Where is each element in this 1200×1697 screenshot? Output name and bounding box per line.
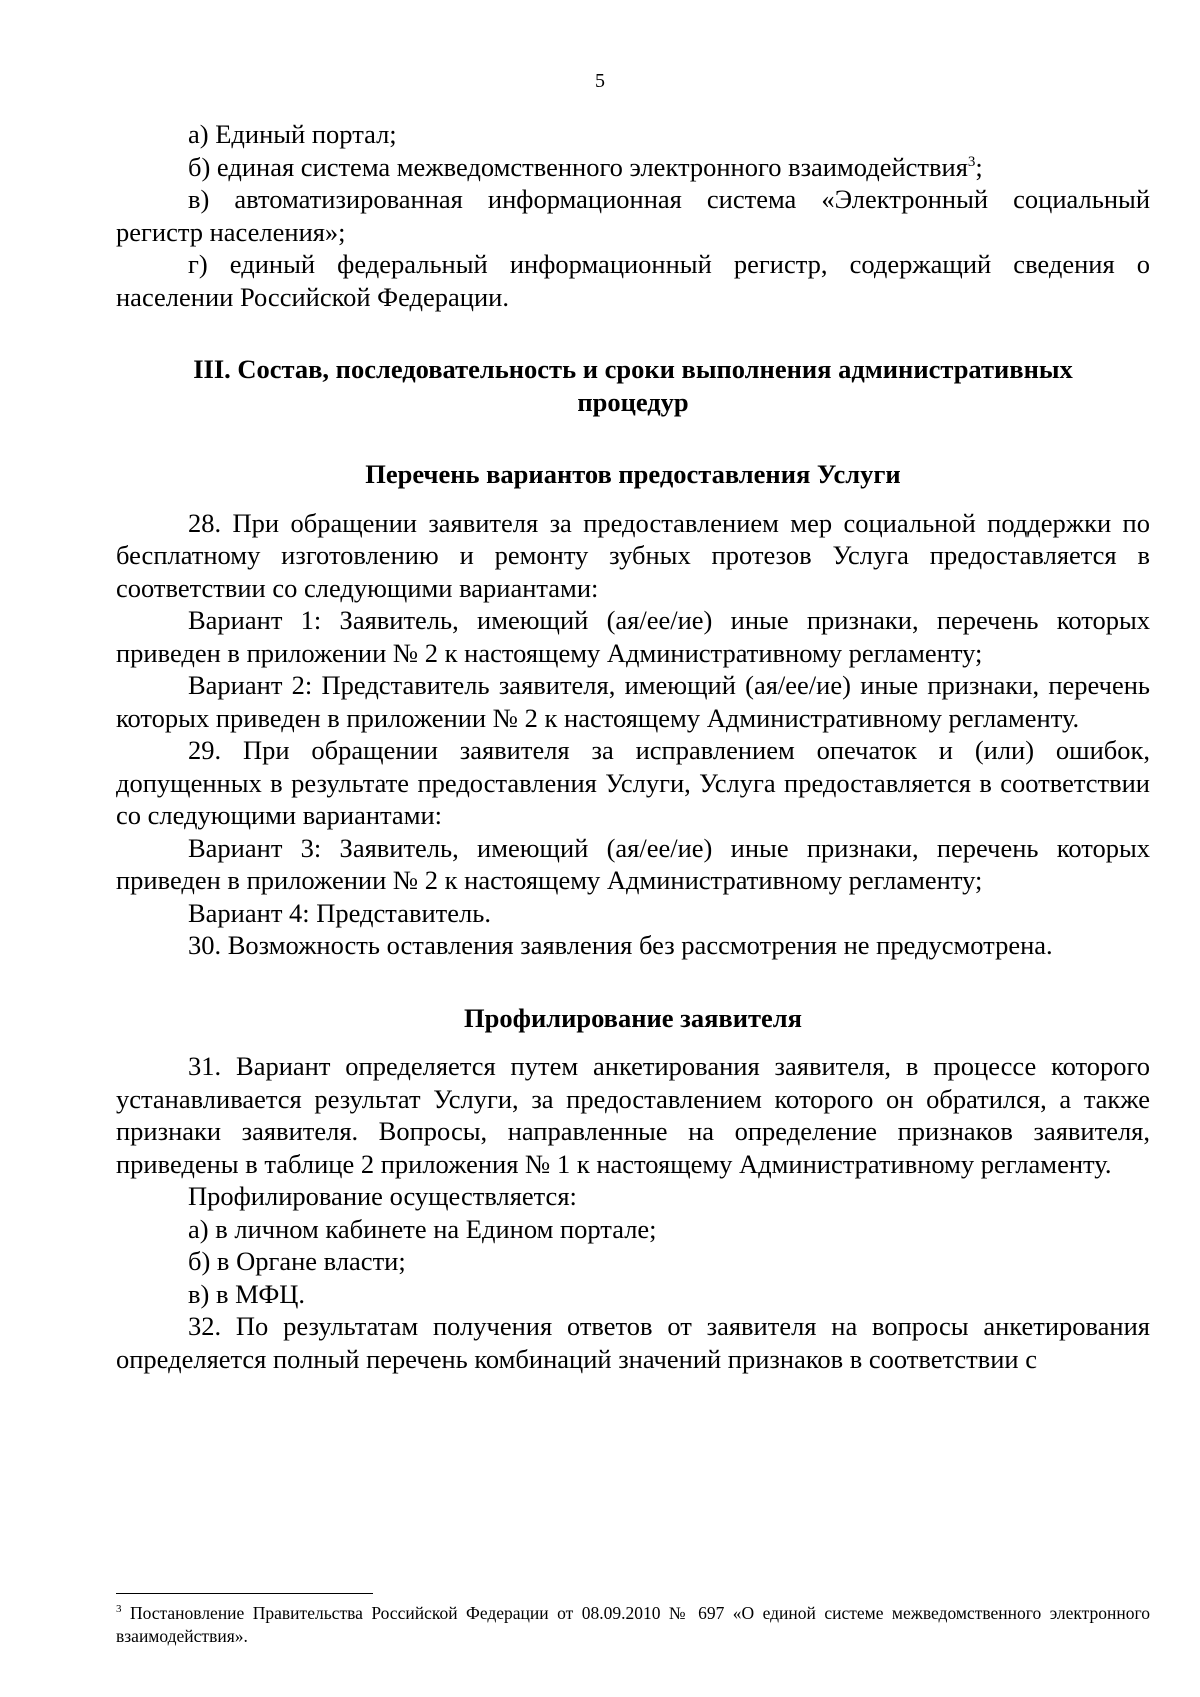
profiling-intro: Профилирование осуществляется:	[188, 1181, 577, 1211]
system-item-a: а) Единый портал;	[188, 119, 397, 149]
paragraph-29: 29. При обращении заявителя за исправлением опечаток и (или) ошибок, допущенных в результате предоставления Услуги, Услуга предоставляется в соответствии со следующими вариантами:	[116, 735, 1150, 830]
subheading-variants: Перечень вариантов предоставления Услуги	[365, 459, 901, 489]
document-body	[116, 118, 1150, 1375]
footnote	[116, 1602, 1150, 1648]
variant-1: Вариант 1: Заявитель, имеющий (ая/ее/ие) иные признаки, перечень которых приведен в приложении № 2 к настоящему Административному регламенту;	[116, 605, 1150, 668]
profiling-item-v: в) в МФЦ.	[188, 1278, 306, 1309]
paragraph-31: 31. Вариант определяется путем анкетирования заявителя, в процессе которого устанавливается результат Услуги, за предоставлением которого он обратился, а также признаки заявителя. Вопросы, направленные на определение признаков заявителя, приведены в таблице 2 приложения № 1 к настоящему Административному регламенту.	[116, 1051, 1150, 1179]
profiling-item-a: а) в личном кабинете на Едином портале;	[188, 1213, 657, 1244]
paragraph-28: 28. При обращении заявителя за предоставлением мер социальной поддержки по бесплатному изготовлению и ремонту зубных протезов Услуга предоставляется в соответствии со следующими вариантами:	[116, 507, 1150, 603]
profiling-item-b: б) в Органе власти;	[188, 1246, 406, 1276]
section-heading: III. Состав, последовательность и сроки выполнения административных процедур	[193, 354, 1073, 417]
system-item-g: г) единый федеральный информационный регистр, содержащий сведения о населении Российской Федерации.	[116, 249, 1150, 312]
subheading-profiling: Профилирование заявителя	[464, 1002, 802, 1033]
footnote-separator	[116, 1593, 373, 1594]
footnote-mark: 3	[116, 1603, 122, 1616]
system-item-v: в) автоматизированная информационная система «Электронный социальный регистр населения»;	[116, 184, 1150, 247]
system-item-b-tail: ;	[975, 151, 983, 182]
footnote-text: Постановление Правительства Российской Федерации от 08.09.2010 № 697 «О единой системе межведомственного электронного взаимодействия».	[116, 1603, 1151, 1646]
system-item-b-text: б) единая система межведомственного электронного взаимодействия	[188, 151, 968, 182]
page-number: 5	[595, 70, 605, 92]
variant-4: Вариант 4: Представитель.	[188, 897, 491, 928]
footnote-reference: 3	[967, 153, 976, 170]
paragraph-32: 32. По результатам получения ответов от заявителя на вопросы анкетирования определяется полный перечень комбинаций значений признаков в соответствии с	[116, 1311, 1150, 1374]
paragraph-30: 30. Возможность оставления заявления без рассмотрения не предусмотрена.	[188, 930, 1053, 960]
system-item-b	[116, 151, 1150, 184]
variant-3: Вариант 3: Заявитель, имеющий (ая/ее/ие) иные признаки, перечень которых приведен в приложении № 2 к настоящему Административному регламенту;	[116, 832, 1150, 895]
variant-2: Вариант 2: Представитель заявителя, имеющий (ая/ее/ие) иные признаки, перечень которых приведен в приложении № 2 к настоящему Административному регламенту.	[116, 670, 1150, 733]
